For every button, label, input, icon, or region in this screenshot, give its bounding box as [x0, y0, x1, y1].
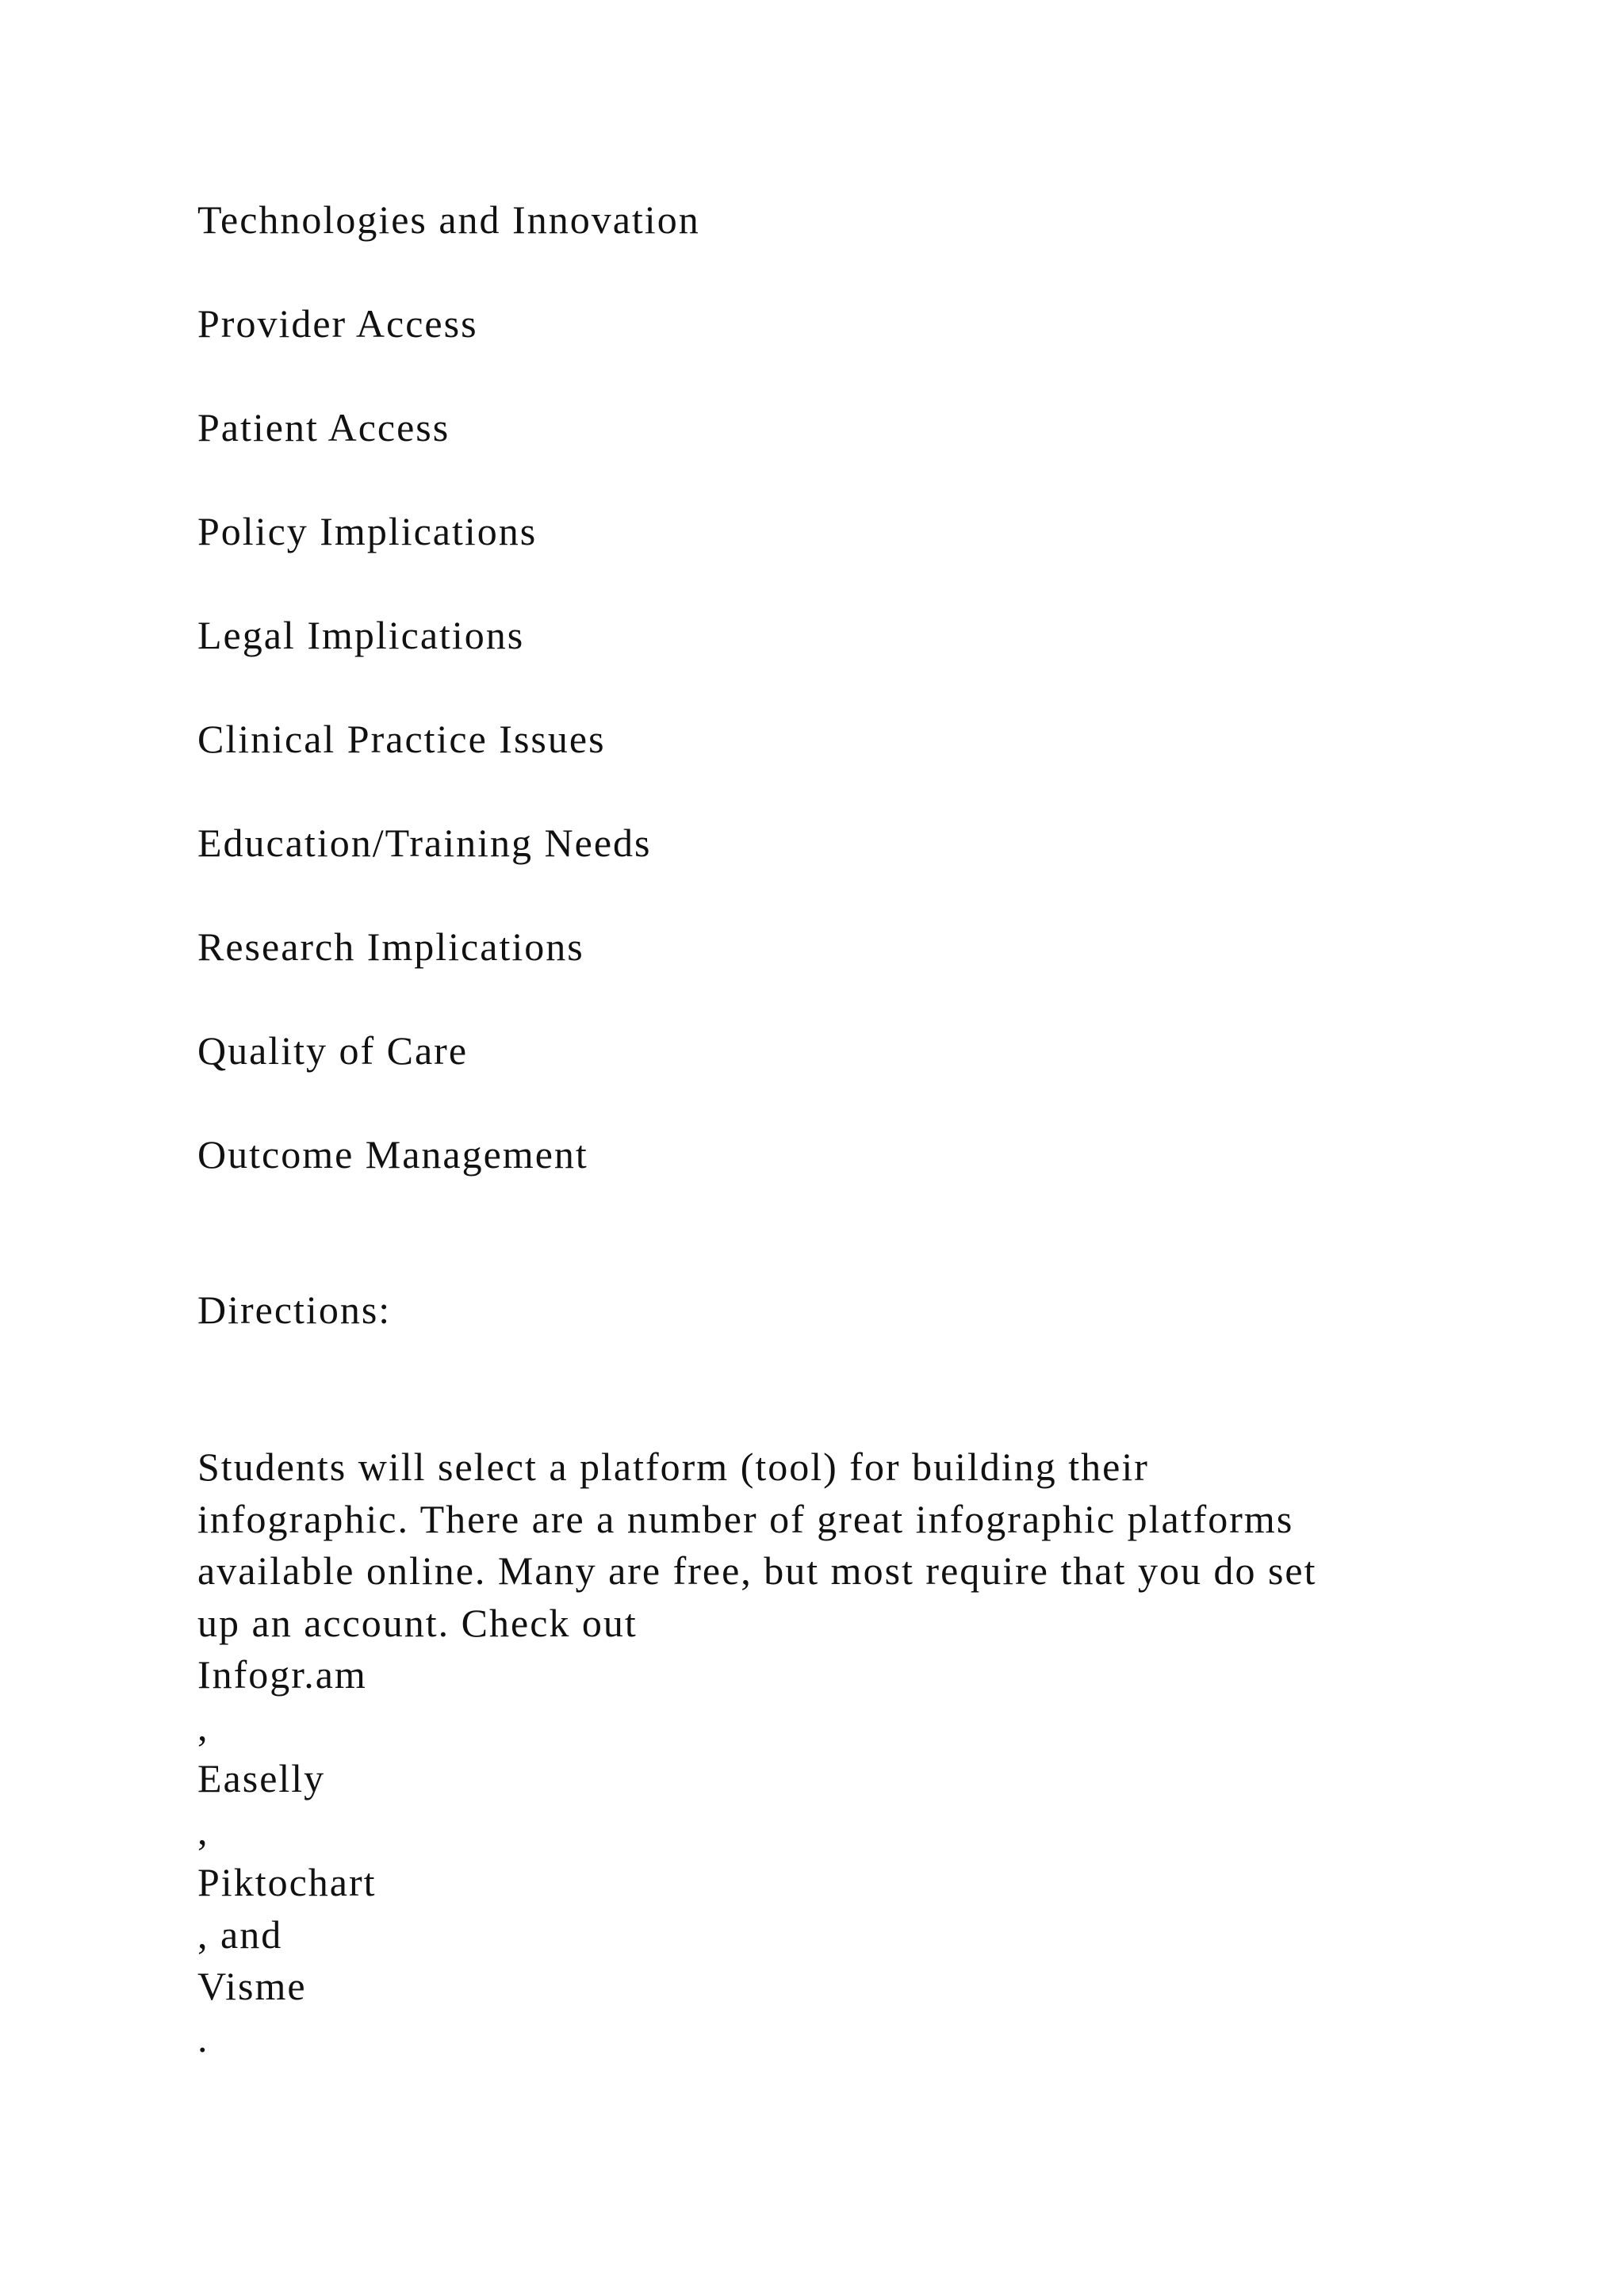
paragraph-line: infographic. There are a number of great infographic platforms	[197, 1496, 1294, 1541]
topic-provider-access: Provider Access	[197, 301, 478, 346]
paragraph-line: available online. Many are free, but most require that you do set	[197, 1548, 1317, 1593]
directions-heading: Directions:	[197, 1288, 392, 1332]
topic-policy-implications: Policy Implications	[197, 509, 538, 553]
paragraph-punctuation: ,	[197, 1808, 209, 1853]
topic-research-implications: Research Implications	[197, 924, 584, 969]
link-infogram[interactable]: Infogr.am	[197, 1652, 367, 1697]
topic-clinical-practice-issues: Clinical Practice Issues	[197, 717, 606, 761]
link-piktochart[interactable]: Piktochart	[197, 1860, 377, 1904]
paragraph-line: up an account. Check out	[197, 1600, 638, 1645]
paragraph-punctuation: ,	[197, 1704, 209, 1749]
paragraph-line: Students will select a platform (tool) for building their	[197, 1445, 1149, 1489]
directions-paragraph	[197, 1441, 1498, 2064]
topic-patient-access: Patient Access	[197, 405, 450, 450]
topic-quality-of-care: Quality of Care	[197, 1028, 469, 1073]
topic-education-training-needs: Education/Training Needs	[197, 821, 652, 865]
paragraph-line: , and	[197, 1911, 283, 1957]
link-visme[interactable]: Visme	[197, 1964, 307, 2008]
topic-outcome-management: Outcome Management	[197, 1132, 588, 1177]
link-easelly[interactable]: Easelly	[197, 1756, 326, 1800]
topic-technologies-and-innovation: Technologies and Innovation	[197, 197, 700, 242]
topic-legal-implications: Legal Implications	[197, 613, 525, 657]
paragraph-punctuation: .	[197, 2015, 209, 2061]
